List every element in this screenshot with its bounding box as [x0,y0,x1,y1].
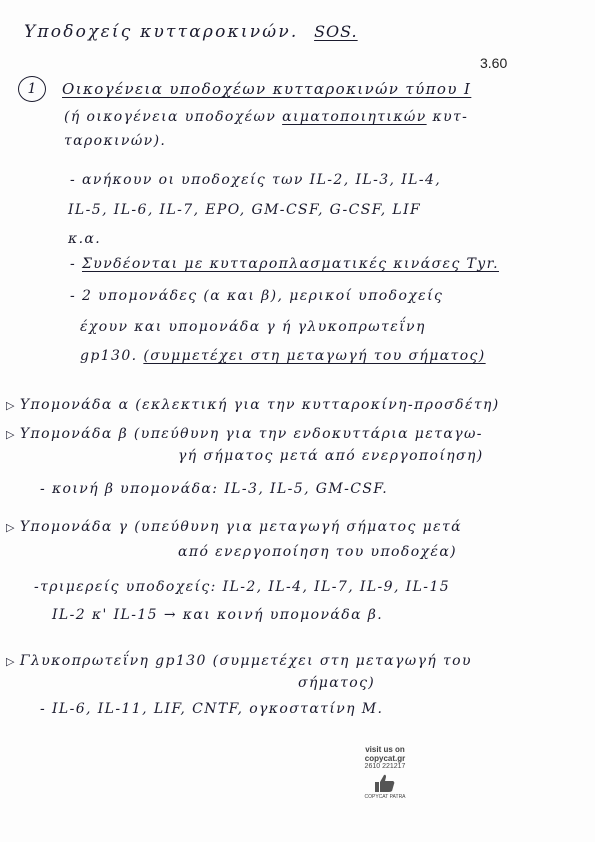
section1-item3-line3 [80,349,486,363]
page-title [24,24,358,41]
section1-subheading-underlined: αιματοποιητικών [282,109,427,125]
thumbs-up-icon [374,773,396,793]
copycat-stamp [350,745,420,800]
section1-item3-line1: - 2 υπομονάδες (α και β), μερικοί υποδοχείς [70,288,444,304]
section1-item1-line1: - ανήκουν οι υποδοχείς των IL-2, IL-3, IL-4, [70,172,442,188]
bullet-gp130-note: - IL-6, IL-11, LIF, CNTF, ογκοστατίνη Μ. [40,701,384,717]
bullet-subunit-alpha [6,398,500,412]
bullet-arrow-icon: ▷ [6,399,16,412]
section1-item3-gp130: gp130. [80,348,144,364]
title-sos-mark: SOS. [314,22,358,41]
section1-subheading-prefix: (ή οικογένεια υποδοχέων [64,109,283,125]
section1-heading [62,82,471,97]
bullet-subunit-gamma-line2: από ενεργοποίηση του υποδοχέα) [178,544,458,560]
bullet-arrow-icon: ▷ [6,428,16,441]
bullet-gp130-line2: σήματος) [298,675,376,691]
page-title-text: Υποδοχείς κυτταροκινών. [24,22,299,42]
section1-item2 [70,257,499,271]
bullet-subunit-beta-note: - κοινή β υπομονάδα: IL-3, IL-5, GM-CSF. [40,481,389,497]
section1-subheading [64,110,468,124]
bullet-subunit-gamma-note2: IL-2 κ' IL-15 → και κοινή υπομονάδα β. [52,607,384,623]
section1-item1-line3: κ.α. [68,231,102,247]
bullet-gp130 [6,654,472,668]
bullet-gp130-line1: Γλυκοπρωτεΐνη gp130 (συμμετέχει στη μεταγωγή του [19,653,472,669]
section1-subheading-line2: ταροκινών). [64,133,167,149]
bullet-arrow-icon: ▷ [6,521,16,534]
bullet-subunit-gamma-line1: Υπομονάδα γ (υπεύθυνη για μεταγωγή σήματος μετά [19,519,463,535]
section-number-circle: 1 [18,76,46,102]
section1-item3-underlined: (συμμετέχει στη μεταγωγή του σήματος) [143,348,486,364]
stamp-phone: 2610 221217 [364,763,406,770]
bullet-subunit-beta-line1: Υπομονάδα β (υπεύθυνη για την ενδοκυττάρια μεταγω- [19,426,483,442]
stamp-visit-text: visit us on [365,745,405,754]
stamp-brand: COPYCAT PATRA [364,794,406,800]
section1-subheading-suffix: κυτ- [426,109,469,125]
section1-heading-text: Οικογένεια υποδοχέων κυτταροκινών τύπου Ι [62,80,472,98]
page-number: 3.60 [480,55,508,71]
section1-item3-line2: έχουν και υπομονάδα γ ή γλυκοπρωτεΐνη [80,319,426,335]
bullet-subunit-beta-line2: γή σήματος μετά από ενεργοποίηση) [178,448,484,464]
section1-item2-underlined: Συνδέονται με κυτταροπλασματικές κινάσες Tyr. [81,256,499,272]
bullet-subunit-gamma-note: -τριμερείς υποδοχείς: IL-2, IL-4, IL-7, IL-9, IL-15 [34,579,451,595]
bullet-arrow-icon: ▷ [6,655,16,668]
bullet-subunit-beta [6,427,483,441]
section1-item1-line2: IL-5, IL-6, IL-7, EPO, GM-CSF, G-CSF, LIF [68,202,422,218]
stamp-website: copycat.gr [364,754,406,763]
bullet-subunit-gamma [6,520,462,534]
section1-item2-dash: - [70,256,82,272]
bullet-subunit-alpha-text: Υπομονάδα α (εκλεκτική για την κυτταροκίνη-προσδέτη) [19,397,500,413]
